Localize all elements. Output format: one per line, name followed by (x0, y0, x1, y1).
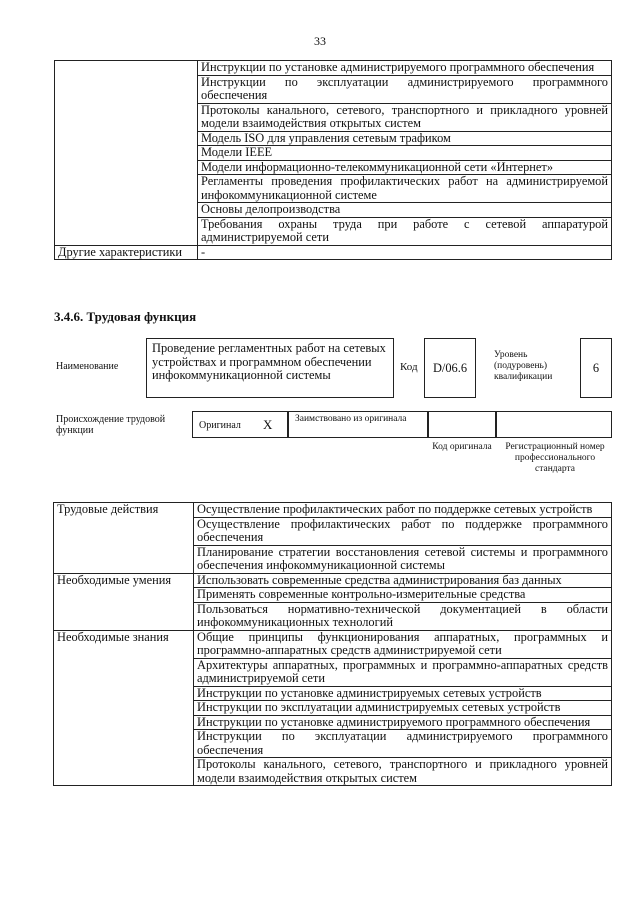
level-value: 6 (592, 361, 600, 375)
level-label: Уровень (подуровень) квалификации (494, 350, 553, 382)
borrowed-cell (288, 411, 428, 438)
section-heading: 3.4.6. Трудовая функция (54, 309, 197, 324)
table-cell: Модели IEEE (198, 146, 612, 161)
table-cell: Инструкции по эксплуатации администрируемых сетевых устройств (194, 701, 612, 716)
group-label-skills: Необходимые умения (54, 573, 194, 630)
reg-number-cell (496, 411, 612, 438)
table-cell: Инструкции по установке администрируемых сетевых устройств (194, 686, 612, 701)
table-row (55, 245, 612, 260)
table-row (55, 61, 612, 76)
borrowed-label: Заимствовано из оригинала (295, 414, 407, 424)
table-cell: Общие принципы функционирования аппаратных, программных и программно-аппаратных средств администрируемой сети (194, 630, 612, 658)
code-label: Код (400, 361, 418, 373)
origin-code-cell (428, 411, 496, 438)
table-cell: Осуществление профилактических работ по поддержке сетевых устройств (194, 503, 612, 518)
table-cell: Применять современные контрольно-измерительные средства (194, 588, 612, 603)
table-label-cell: Другие характеристики (55, 245, 198, 260)
original-mark: X (263, 417, 273, 432)
table-cell: Инструкции по эксплуатации администрируемого программного обеспечения (198, 75, 612, 103)
code-value: D/06.6 (432, 361, 468, 375)
original-cell (192, 411, 288, 438)
table-row (54, 573, 612, 588)
table-label-cell (55, 61, 198, 246)
code-value-box (424, 338, 476, 398)
table-cell: Инструкции по эксплуатации администрируемого программного обеспечения (194, 730, 612, 758)
table-cell: Регламенты проведения профилактических работ на администрируемой инфокоммуникационной системе (198, 175, 612, 203)
table-cell: Протоколы канального, сетевого, транспортного и прикладного уровней модели взаимодействия открытых систем (194, 758, 612, 786)
table-cell: Использовать современные средства администрирования баз данных (194, 573, 612, 588)
table-cell: - (198, 245, 612, 260)
page-number: 33 (314, 34, 326, 48)
table-cell: Протоколы канального, сетевого, транспортного и прикладного уровней модели взаимодействия открытых систем (198, 103, 612, 131)
function-name-box (146, 338, 394, 398)
group-label-actions: Трудовые действия (54, 503, 194, 574)
table-cell: Модель ISO для управления сетевым трафиком (198, 131, 612, 146)
table-row (54, 503, 612, 518)
level-value-box (580, 338, 612, 398)
reg-number-caption: Регистрационный номер профессионального стандарта (505, 442, 605, 474)
table-cell: Инструкции по установке администрируемого программного обеспечения (194, 715, 612, 730)
top-knowledge-table (54, 60, 612, 260)
table-cell: Требования охраны труда при работе с сетевой аппаратурой администрируемой сети (198, 217, 612, 245)
table-cell: Планирование стратегии восстановления сетевой системы и программного обеспечения инфокоммуникационной системы (194, 545, 612, 573)
origin-label: Происхождение трудовой функции (56, 414, 166, 436)
table-cell: Пользоваться нормативно-технической документацией в области инфокоммуникационных технологий (194, 602, 612, 630)
original-label: Оригинал (199, 420, 241, 431)
table-cell: Осуществление профилактических работ по поддержке программного обеспечения (194, 517, 612, 545)
table-cell: Модели информационно-телекоммуникационной сети «Интернет» (198, 160, 612, 175)
table-row (54, 630, 612, 658)
labor-function-table (53, 502, 612, 786)
group-label-knowledge: Необходимые знания (54, 630, 194, 786)
name-label: Наименование (56, 361, 119, 372)
function-name-value: Проведение регламентных работ на сетевых устройствах и программном обеспечении инфокоммуникационной системы (152, 341, 386, 382)
table-cell: Архитектуры аппаратных, программных и программно-аппаратных средств администрируемой сети (194, 658, 612, 686)
table-cell: Основы делопроизводства (198, 203, 612, 218)
table-cell: Инструкции по установке администрируемого программного обеспечения (198, 61, 612, 76)
origin-code-caption: Код оригинала (432, 442, 492, 452)
